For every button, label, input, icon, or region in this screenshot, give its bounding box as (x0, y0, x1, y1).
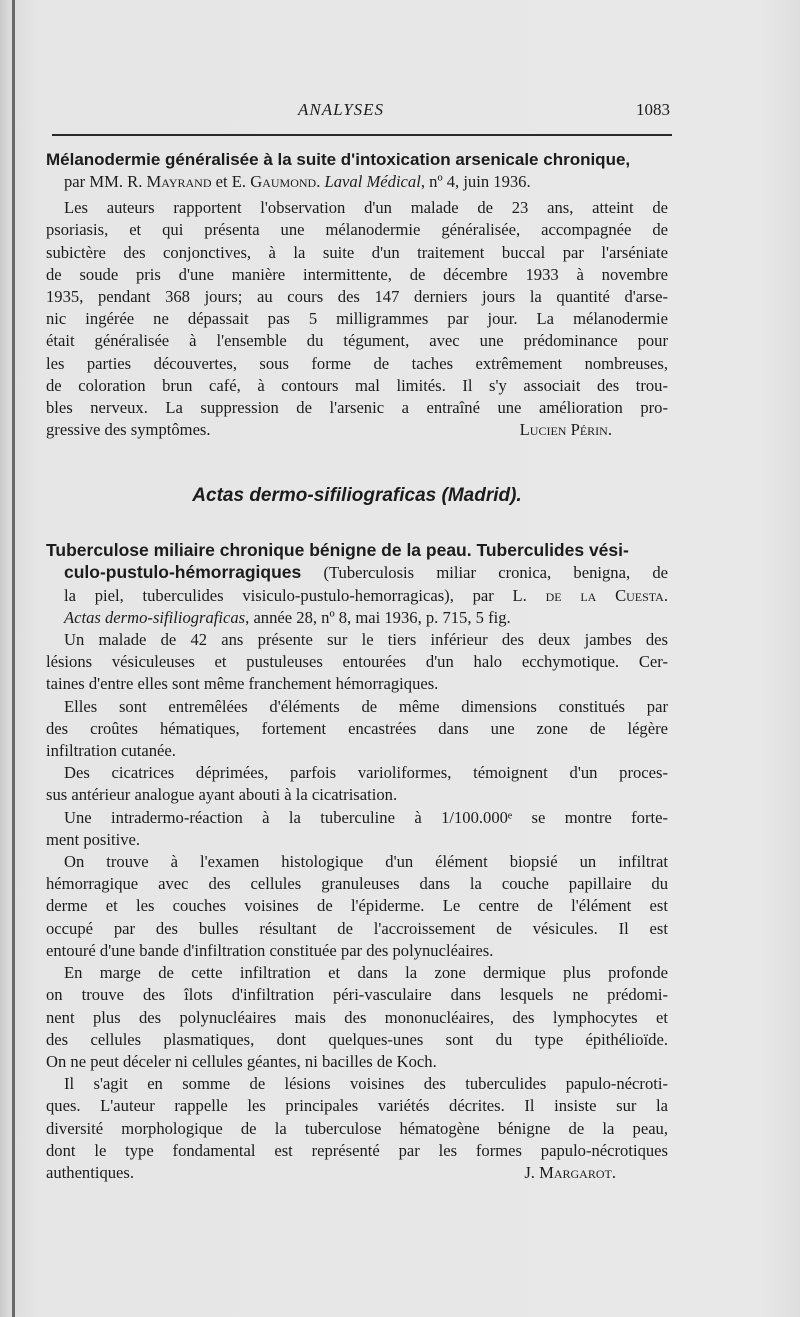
body-line: 1935, pendant 368 jours; au cours des 147 derniers jours la quantité d'arse- (46, 287, 668, 307)
body-line: était généralisée à l'ensemble du tégument, avec une prédominance pour (46, 331, 668, 351)
body-line: diversité morphologique de la tuberculose hématogène bénigne de la peau, (46, 1118, 668, 1138)
body-line: En marge de cette infiltration et dans la zone dermique plus profonde (64, 963, 668, 983)
body-line: Un malade de 42 ans présente sur le tiers inférieur des deux jambes des (64, 630, 668, 650)
article-tuberculose (46, 539, 668, 1184)
body-line: authentiques. (46, 1162, 135, 1182)
body-line: nic ingérée ne dépassait pas 5 milligrammes par jour. La mélanodermie (46, 309, 668, 329)
running-head (52, 100, 672, 124)
body-line: bles nerveux. La suppression de l'arsenic a entraîné une amélioration pro- (46, 398, 668, 418)
last-line-with-signature (46, 419, 668, 441)
body-line: On ne peut déceler ni cellules géantes, ni bacilles de Koch. (46, 1051, 437, 1071)
body-line: ques. L'auteur rappelle les principales variétés décrites. Il insiste sur la (46, 1096, 668, 1116)
body-line: les parties découvertes, sous forme de taches extrêmement nombreuses, (46, 353, 668, 373)
body-line: Les auteurs rapportent l'observation d'un malade de 23 ans, atteint de (64, 198, 668, 218)
body-line: de soude pris d'une manière intermittente, de décembre 1933 à novembre (46, 264, 668, 284)
article-melanodermie (46, 148, 668, 441)
body-line: des cellules plasmatiques, dont quelques-unes sont du type épithélioïde. (46, 1029, 668, 1049)
body-line: derme et les couches voisines de l'épiderme. Le centre de l'élément est (46, 896, 668, 916)
body-line: taines d'entre elles sont même franchement hémorragiques. (46, 674, 439, 694)
article-title: Mélanodermie généralisée à la suite d'intoxication arsenicale chronique, (46, 150, 631, 169)
body-line: sus antérieur analogue ayant abouti à la cicatrisation. (46, 785, 398, 805)
article-signature: Lucien Périn. (519, 420, 612, 440)
body-line: occupé par des bulles résultant de l'accroissement de vésicules. Il est (46, 918, 668, 938)
body-line: on trouve des îlots d'infiltration péri-vasculaire dans lesquels ne prédomi- (46, 985, 668, 1005)
article-byline: par MM. R. Mayrand et E. Gaumond. Laval Médical, nº 4, juin 1936. (64, 172, 531, 191)
last-line-with-signature (46, 1162, 668, 1184)
body-line: On trouve à l'examen histologique d'un élément biopsié un infiltrat (64, 852, 668, 872)
article-title-line: culo-pustulo-hémorragiques (Tuberculosis miliar cronica, benigna, de (64, 562, 668, 583)
body-line: psoriasis, et qui présenta une mélanodermie généralisée, accompagnée de (46, 220, 668, 240)
header-rule (52, 134, 672, 136)
article-reference: Actas dermo-sifiliograficas, année 28, nº 8, mai 1936, p. 715, 5 fig. (64, 607, 511, 627)
body-line: nent plus des polynucléaires mais des mononucléaires, des lymphocytes et (46, 1007, 668, 1027)
body-line: Il s'agit en somme de lésions voisines des tuberculides papulo-nécroti- (64, 1074, 668, 1094)
body-line: subictère des conjonctives, à la suite d'un traitement buccal par l'arséniate (46, 242, 668, 262)
book-spine-edge (12, 0, 15, 1317)
journal-heading: Actas dermo-sifiliograficas (Madrid). (192, 485, 522, 507)
article-body (46, 197, 668, 441)
body-line: lésions vésiculeuses et pustuleuses entourées d'un halo ecchymotique. Cer- (46, 652, 668, 672)
body-line: entouré d'une bande d'infiltration constituée par des polynucléaires. (46, 940, 494, 960)
page-number: 1083 (636, 100, 670, 119)
body-line: Une intradermo-réaction à la tuberculine à 1/100.000ᵉ se montre forte- (64, 807, 668, 827)
running-title: ANALYSES (298, 100, 385, 119)
body-line: gressive des symptômes. (46, 420, 211, 440)
body-line: ment positive. (46, 829, 141, 849)
body-line: infiltration cutanée. (46, 741, 176, 761)
article-title: Tuberculose miliaire chronique bénigne de la peau. Tuberculides vési- (46, 540, 629, 561)
body-line: de coloration brun café, à contours mal limités. Il s'y associait des trou- (46, 375, 668, 395)
body-line: dont le type fondamental est représenté par les formes papulo-nécrotiques (46, 1140, 668, 1160)
page-content (46, 148, 668, 1184)
body-line: hémorragique avec des cellules granuleuses dans la couche papillaire du (46, 874, 668, 894)
body-line: Elles sont entremêlées d'éléments de même dimensions constitués par (64, 696, 668, 716)
article-signature: J. Margarot. (524, 1162, 616, 1182)
article-byline: la piel, tuberculides visiculo-pustulo-hemorragicas), par L. de la Cuesta. (64, 585, 668, 605)
article-body (46, 629, 668, 1184)
body-line: des croûtes hématiques, fortement encastrées dans une zone de légère (46, 718, 668, 738)
body-line: Des cicatrices déprimées, parfois varioliformes, témoignent d'un proces- (64, 763, 668, 783)
